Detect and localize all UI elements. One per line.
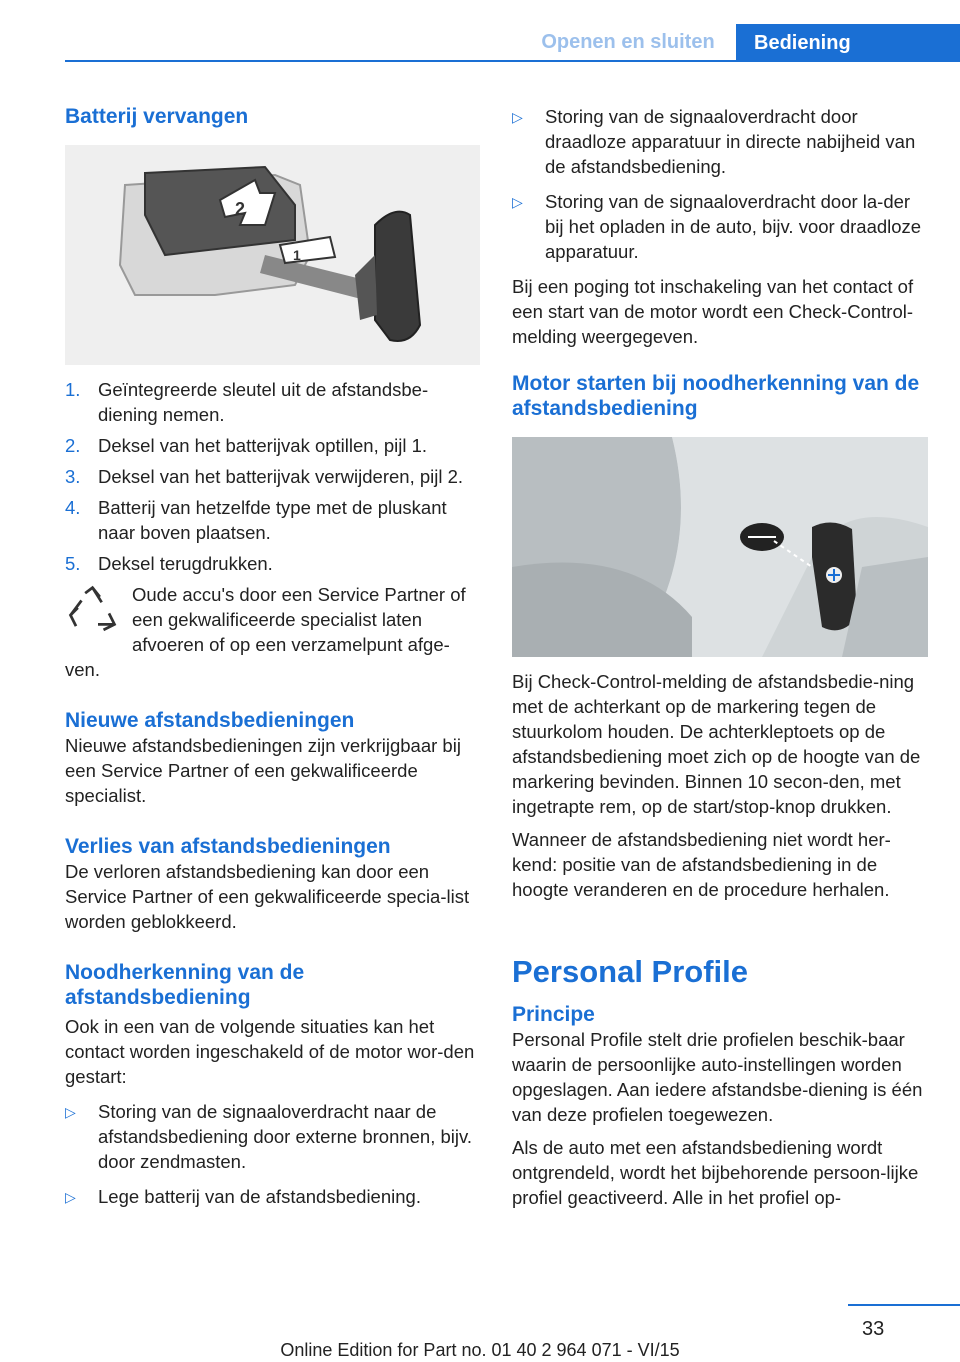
recycle-note: Oude accu's door een Service Partner of een gekwalificeerde specialist laten afvoeren of op een verzamelpunt afge-ven.	[65, 584, 466, 680]
footer-rule	[848, 1304, 960, 1306]
triangle-bullet-icon: ▷	[65, 1104, 76, 1120]
steering-column-drawing	[512, 437, 928, 657]
new-remotes-text: Nieuwe afstandsbedieningen zijn verkrijgbaar bij een Service Partner of een gekwalificeerde specialist.	[65, 735, 461, 806]
key-battery-drawing	[65, 145, 480, 365]
loss-text: De verloren afstandsbediening kan door een Service Partner of een gekwalificeerde specia-list worden geblokkeerd.	[65, 861, 470, 932]
start-text-1: Bij Check-Control-melding de afstandsbedie-ning met de achterkant op de markering tegen de stuurkolom houden. De achterkleptoets op de afstandsbediening moet zich op de hoogte van de markering bevinden. Binnen 10 secon-den, met ingetrapte rem, op de start/stop-knop drukken.	[512, 671, 921, 817]
profile-title: Personal Profile	[512, 954, 749, 989]
bullet-item: ▷ Storing van de signaaloverdracht door draadloze apparatuur in directe nabijheid van de afstandsbediening.	[512, 106, 916, 177]
new-remotes-title: Nieuwe afstandsbedieningen	[65, 709, 355, 732]
emergency-text: Ook in een van de volgende situaties kan het contact worden ingeschakeld of de motor wor-den gestart:	[65, 1016, 475, 1087]
right-column	[512, 100, 928, 1210]
step-item: 3. Deksel van het batterijvak verwijderen, pijl 2.	[65, 466, 464, 487]
bullet-item: ▷ Storing van de signaaloverdracht naar de afstandsbediening door externe bronnen, bijv. door zendmasten.	[65, 1101, 473, 1172]
page-number: 33	[862, 1318, 885, 1340]
steering-column-illustration	[512, 437, 928, 657]
loss-title: Verlies van afstandsbedieningen	[65, 835, 391, 858]
edition-note: Online Edition for Part no. 01 40 2 964 071 - VI/15	[280, 1340, 680, 1360]
start-title: Motor starten bij noodherkenning van de afstandsbediening	[512, 372, 920, 420]
header-chapter-tab: Bediening	[736, 24, 960, 62]
svg-text:2: 2	[235, 199, 246, 219]
emergency-title: Noodherkenning van de afstandsbediening	[65, 961, 305, 1009]
principle-text-2: Als de auto met een afstandsbediening wordt ontgrendeld, wordt het bijbehorende persoon-lijke profiel geactiveerd. Alle in het profiel op-	[512, 1137, 919, 1208]
step-item: 5. Deksel terugdrukken.	[65, 553, 273, 574]
step-item: 4. Batterij van hetzelfde type met de pluskant naar boven plaatsen.	[65, 497, 447, 543]
battery-steps	[65, 377, 480, 576]
principle-title: Principe	[512, 1003, 595, 1026]
check-control-text: Bij een poging tot inschakeling van het contact of een start van de motor wordt een Check-Control-melding weergegeven.	[512, 276, 914, 347]
header-section-tab: Openen en sluiten	[541, 30, 715, 53]
step-item: 2. Deksel van het batterijvak optillen, pijl 1.	[65, 435, 428, 456]
bullet-item: ▷ Storing van de signaaloverdracht door la-der bij het opladen in de auto, bijv. voor draadloze apparatuur.	[512, 191, 922, 262]
left-column	[65, 100, 480, 1220]
triangle-bullet-icon: ▷	[512, 194, 523, 210]
triangle-bullet-icon: ▷	[65, 1189, 76, 1205]
battery-title: Batterij vervangen	[65, 105, 249, 128]
interference-bullets	[512, 104, 928, 264]
svg-text:1: 1	[293, 247, 301, 263]
triangle-bullet-icon: ▷	[512, 109, 523, 125]
header-rule	[65, 60, 960, 62]
bullet-item: ▷ Lege batterij van de afstandsbediening.	[65, 1184, 480, 1210]
principle-text-1: Personal Profile stelt drie profielen beschik-baar waarin de persoonlijke auto-instellingen worden opgeslagen. Aan iedere afstandsbe-diening is één van deze profielen toegewezen.	[512, 1029, 923, 1125]
emergency-bullets	[65, 1099, 480, 1210]
start-text-2: Wanneer de afstandsbediening niet wordt her-kend: positie van de afstandsbediening in de hoogte veranderen en de procedure herhalen.	[512, 829, 891, 900]
step-item: 1. Geïntegreerde sleutel uit de afstandsbe-diening nemen.	[65, 379, 429, 425]
key-battery-illustration	[65, 145, 480, 365]
recycle-icon	[65, 584, 120, 639]
